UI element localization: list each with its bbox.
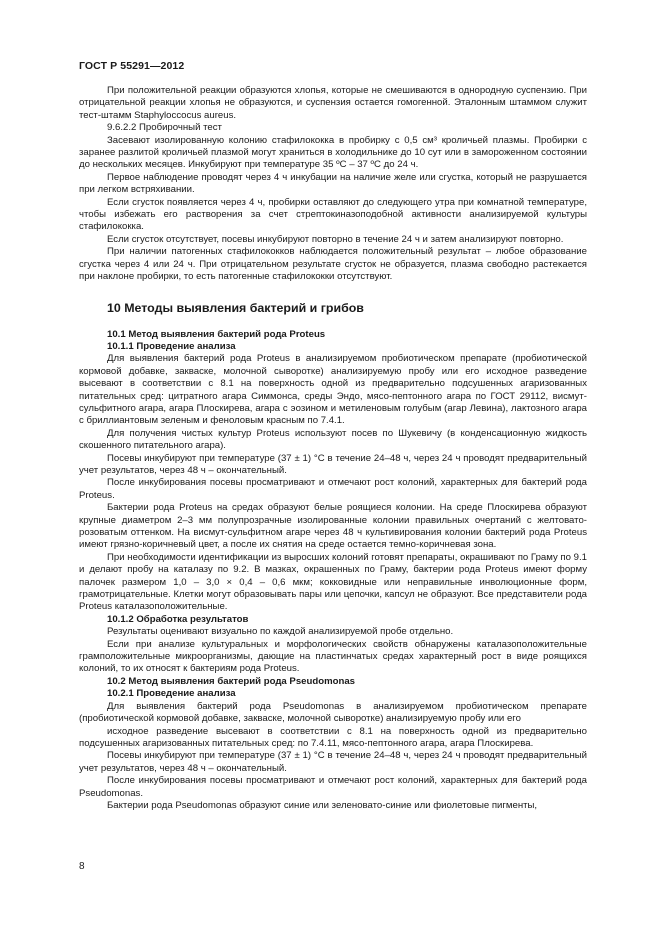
- paragraph: Для выявления бактерий рода Pseudomonas в анализируемом пробиотическом препарате (пробиотической кормовой добавке, закваске, молочной сыворотке) анализируемую пробу или его: [79, 700, 587, 725]
- paragraph: При положительной реакции образуются хлопья, которые не смешиваются в однородную суспензию. При отрицательной реакции хлопья не образуются, и суспензия остается гомогенной. Эталонным штаммом служит тест-штамм Staphyloccocus aureus.: [79, 85, 587, 121]
- paragraph: Бактерии рода Proteus на средах образуют белые роящиеся колонии. На среде Плоскирева образуют крупные диаметром 2–3 мм полупрозрачные изолированные колонии правильных очертаний с желтовато-розоватым оттенком. На висмут-сульфитном агаре через 48 ч культивирования колонии бактерий рода Proteus имеют грязно-коричневый цвет, а после их снятия на среде остается темно-коричневая зона.: [79, 502, 587, 551]
- subsection-heading: 10.2.1 Проведение анализа: [107, 688, 236, 700]
- paragraph: Первое наблюдение проводят через 4 ч инкубации на наличие желе или сгустка, который не разрушается при легком встряхивании.: [79, 171, 587, 196]
- paragraph: Если сгусток появляется через 4 ч, пробирки оставляют до следующего утра при комнатной температуре, чтобы избежать его растворения за счет стрептокиназоподобной активности анализируемой культуры стафилококка.: [79, 196, 587, 233]
- paragraph: 9.6.2.2 Пробирочный тест: [107, 122, 222, 134]
- subsection-heading: 10.1.2 Обработка результатов: [107, 613, 249, 625]
- paragraph: Результаты оценивают визуально по каждой анализируемой пробе отдельно.: [107, 626, 454, 638]
- page-number: 8: [79, 861, 85, 872]
- subsection-heading: 10.1 Метод выявления бактерий рода Proteus: [107, 328, 326, 340]
- paragraph: После инкубирования посевы просматривают и отмечают рост колоний, характерных для бактерий рода Pseudomonas.: [79, 775, 587, 799]
- paragraph: Посевы инкубируют при температуре (37 ± 1) °С в течение 24–48 ч, через 24 ч проводят предварительный учет результатов, через 48 ч – окончательный.: [79, 452, 587, 476]
- paragraph: После инкубирования посевы просматривают и отмечают рост колоний, характерных для бактерий рода Proteus.: [79, 477, 587, 501]
- document-body: [79, 85, 587, 812]
- section-heading: 10 Методы выявления бактерий и грибов: [107, 300, 364, 315]
- paragraph: Для выявления бактерий рода Proteus в анализируемом пробиотическом препарате (пробиотической кормовой добавке, закваске, молочной сыворотке) анализируемую пробу или его исходное разведение высевают в соответствии с 8.1 на поверхность одной из предварительно подсушенных агаризованных питательных сред: цитратного агара Симмонса, среды Эндо, мясо-пептонного агара по ГОСТ 29112, висмут-сульфитного агара, агара Плоскирева, агара с эозином и метиленовым голубым (агар Левина), лактозного агара с бриллиантовым зеленым и феноловым красным по 7.4.1.: [79, 353, 587, 427]
- paragraph: При наличии патогенных стафилококков наблюдается положительный результат – любое образование сгустка через 4 или 24 ч. При отрицательном результате сгусток не образуется, плазма свободно растекается при наклоне пробирки, то есть патогенные стафилококки отсутствуют.: [79, 246, 587, 283]
- paragraph: Если сгусток отсутствует, посевы инкубируют повторно в течение 24 ч и затем анализируют повторно.: [107, 233, 564, 245]
- paragraph: При необходимости идентификации из выросших колоний готовят препараты, окрашивают по Граму по 9.1 и делают пробу на каталазу по 9.2. В мазках, окрашенных по Граму, бактерии рода Proteus имеют форму палочек размером 1,0 – 3,0 × 0,4 – 0,6 мкм; кокковидные или неправильные инволюционные форм, грамотрицательные. Клетки могут образовывать пары или цепочки, капсул не образуют. Все представители рода Proteus каталазоположительные.: [79, 551, 587, 613]
- paragraph: Бактерии рода Pseudomonas образуют синие или зеленовато-синие или фиолетовые пигменты,: [107, 799, 538, 811]
- paragraph: Посевы инкубируют при температуре (37 ± 1) °С в течение 24–48 ч, через 24 ч проводят предварительный учет результатов, через 48 ч – окончательный.: [79, 750, 587, 774]
- paragraph: исходное разведение высевают в соответствии с 8.1 на поверхность одной из предварительно подсушенных агаризованных питательных сред: по 7.4.11, мясо-пептонного агара, агара Плоскирева.: [79, 725, 587, 749]
- paragraph: Если при анализе культуральных и морфологических свойств обнаружены каталазоположительные грамположительные микроорганизмы, дающие на пластинчатых средах характерный рост в виде роящихся колоний, то их относят к бактериям рода Proteus.: [79, 638, 587, 675]
- subsection-heading: 10.2 Метод выявления бактерий рода Pseudomonas: [107, 675, 355, 687]
- subsection-heading: 10.1.1 Проведение анализа: [107, 340, 236, 352]
- document-header: ГОСТ Р 55291—2012: [79, 60, 185, 72]
- paragraph: Для получения чистых культур Proteus используют посев по Шукевичу (в конденсационную жидкость скошенного питательного агара).: [79, 427, 587, 452]
- paragraph: Засевают изолированную колонию стафилококка в пробирку с 0,5 см³ кроличьей плазмы. Пробирки с заранее разлитой кроличьей плазмой могут храниться в холодильнике до 10 сут или в замороженном состоянии до нескольких месяцев. Инкубируют при температуре 35 ºС – 37 ºС до 24 ч.: [79, 134, 587, 171]
